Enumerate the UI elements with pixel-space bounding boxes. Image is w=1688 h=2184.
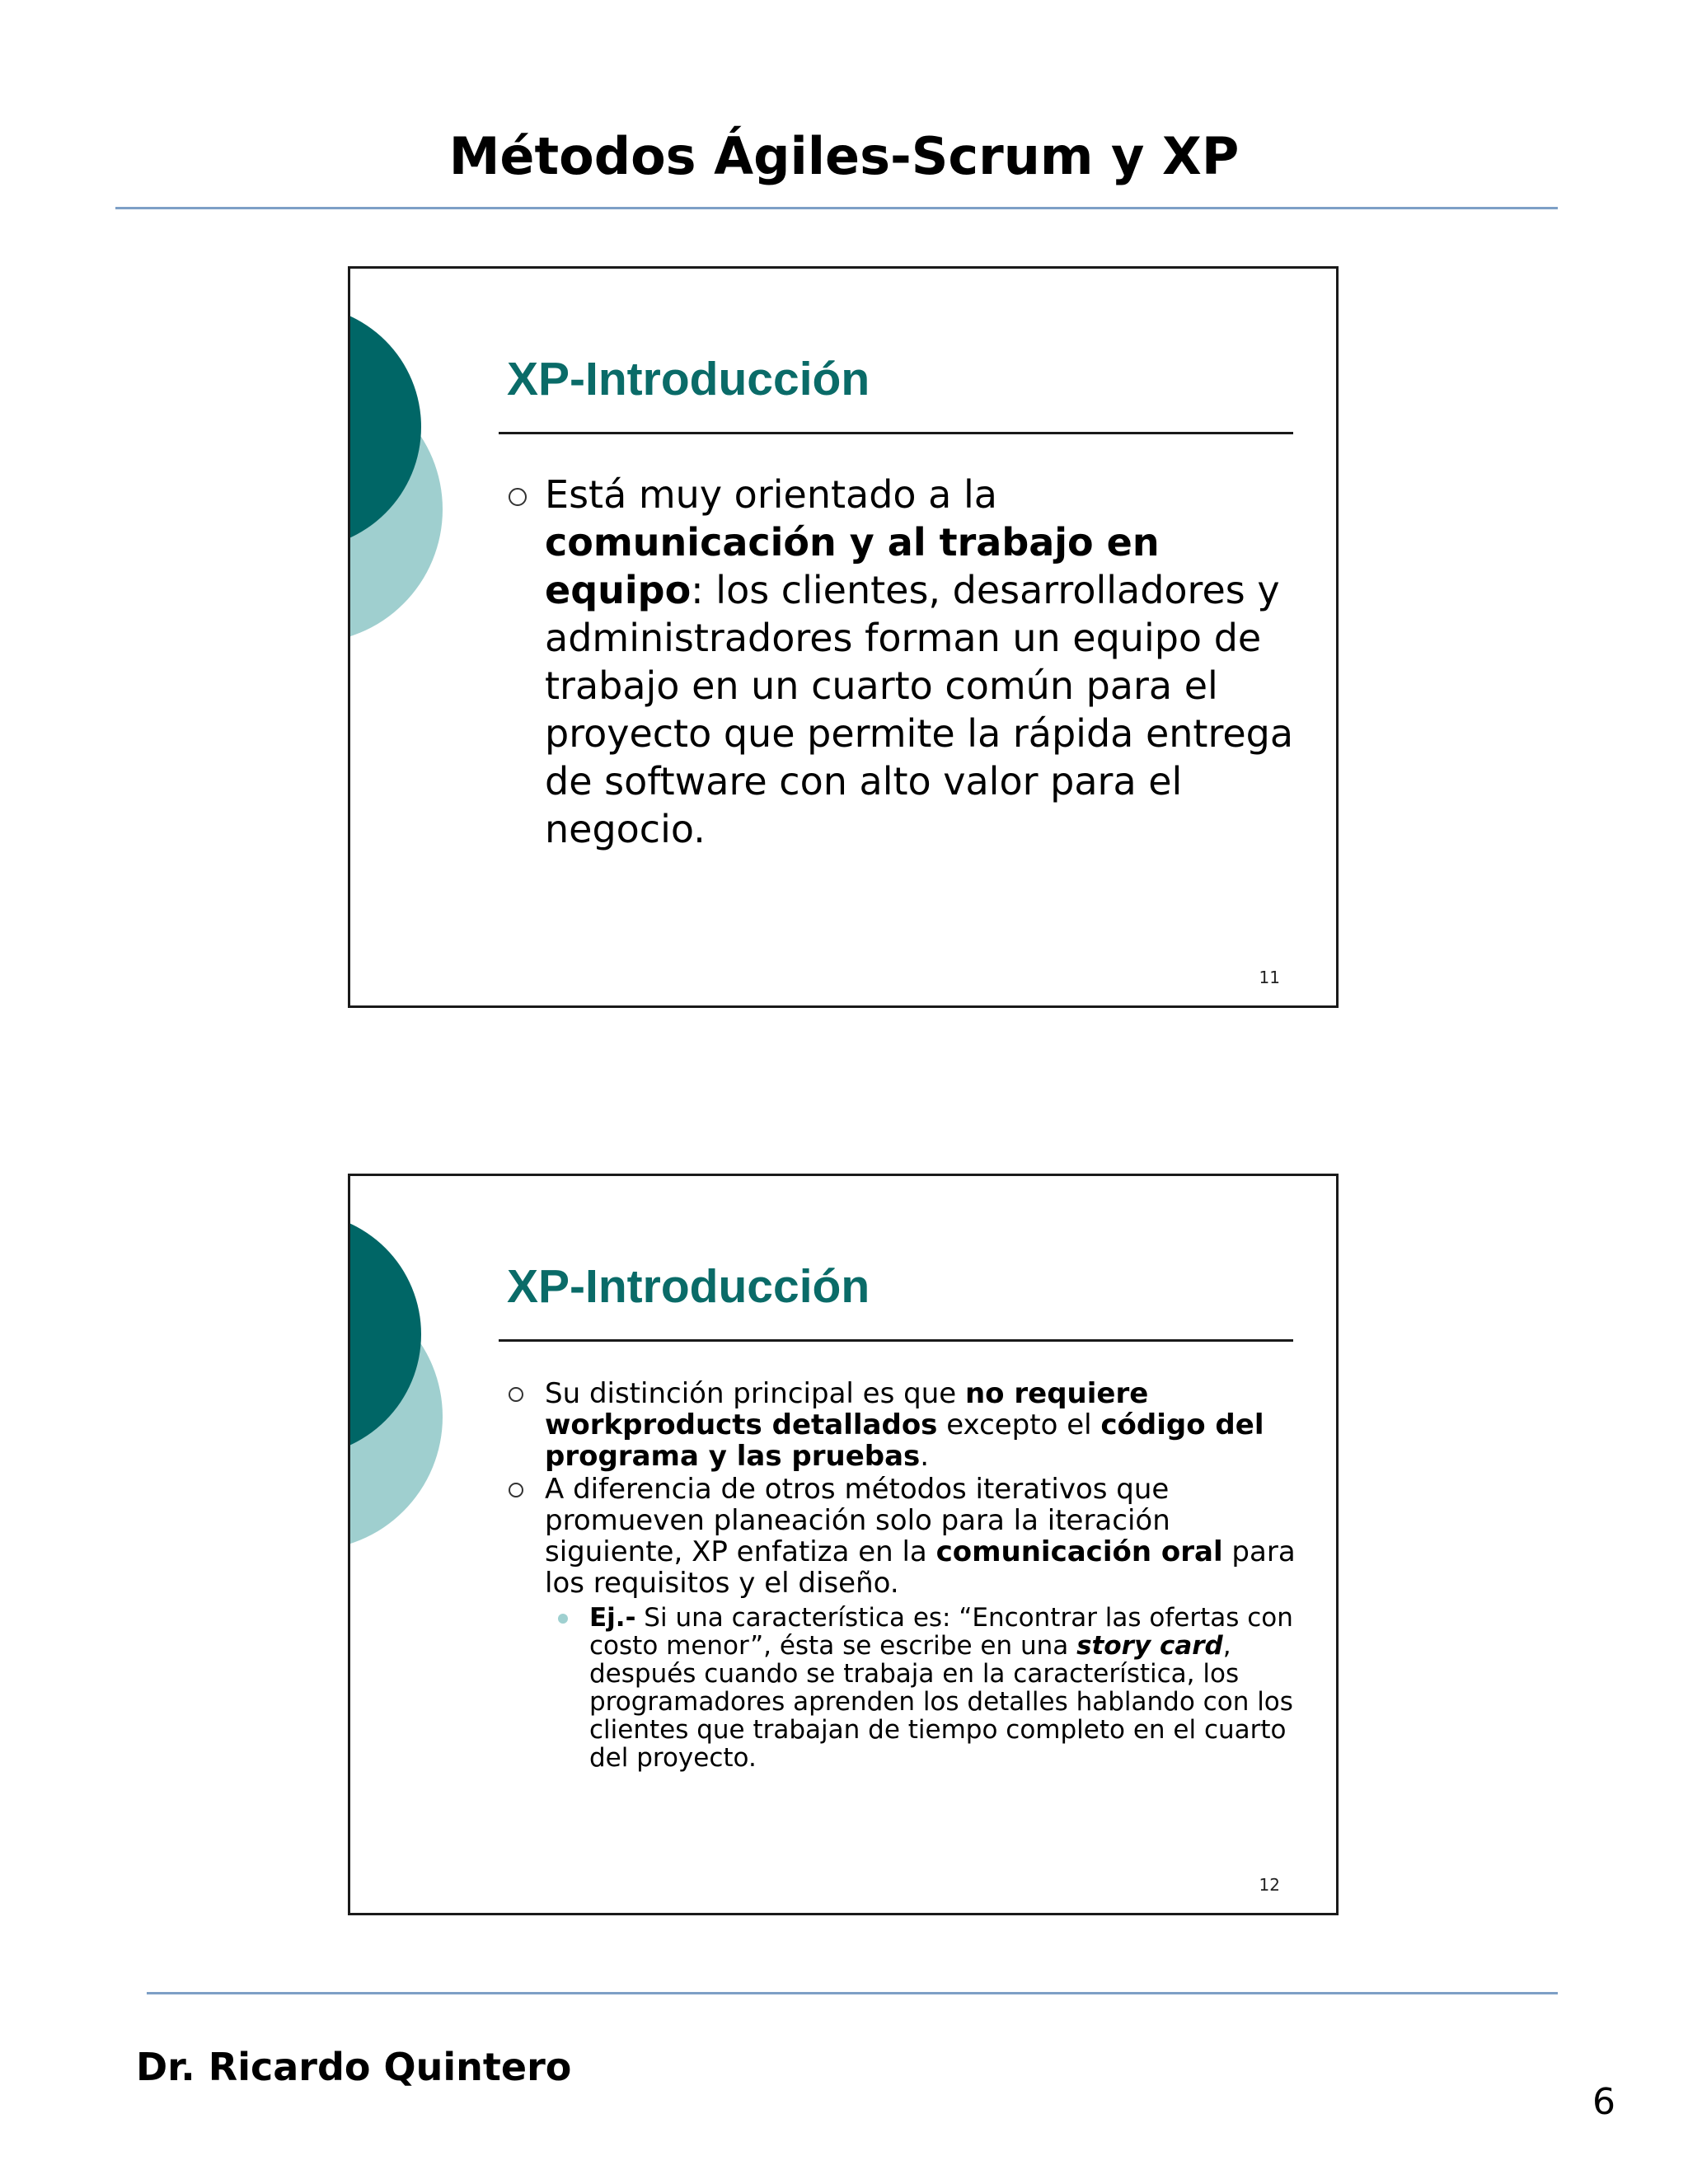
bullet-item: A diferencia de otros métodos iterativos que promueven planeación solo para la iteración siguiente, XP enfatiza en la comunicación oral para los requisitos y el diseño. Ej.- Si una característica es: “Encontrar las ofertas con costo menor”, ésta se escribe en una story card, después cuando se trabaja en la característica, los programadores aprenden los detalles hablando con los clientes que trabajan de tiempo completo en el cuarto del proyecto.: [507, 1474, 1298, 1772]
sub-bullet-list: [545, 1604, 1298, 1772]
slide-decoration: [350, 269, 466, 648]
hollow-circle-bullet-icon: [509, 488, 527, 506]
page-number: 6: [1592, 2081, 1615, 2123]
author-name: Dr. Ricardo Quintero: [136, 2045, 572, 2089]
bullet-list: [507, 471, 1298, 853]
slide-number: 11: [1259, 968, 1280, 987]
sub-bullet-item: Ej.- Si una característica es: “Encontrar las ofertas con costo menor”, ésta se escribe en una story card, después cuando se trabaja en la característica, los programadores aprenden los detalles hablando con los clientes que trabajan de tiempo completo en el cuarto del proyecto.: [545, 1604, 1298, 1772]
dot-bullet-icon: [558, 1614, 568, 1624]
slide-11: [348, 266, 1339, 1008]
hollow-circle-bullet-icon: [509, 1483, 523, 1497]
slide-title-divider: [499, 1339, 1293, 1342]
slide-12: [348, 1174, 1339, 1915]
slide-number: 12: [1259, 1875, 1280, 1895]
hollow-circle-bullet-icon: [509, 1387, 523, 1402]
slide-title: XP-Introducción: [507, 353, 870, 405]
header-divider: [115, 207, 1558, 209]
slide-title: XP-Introducción: [507, 1260, 870, 1313]
bullet-item: Su distinción principal es que no requiere workproducts detallados excepto el código del programa y las pruebas.: [507, 1378, 1298, 1472]
slide-decoration: [350, 1176, 466, 1555]
slide-title-divider: [499, 432, 1293, 434]
footer-divider: [147, 1992, 1558, 1994]
bullet-item: Está muy orientado a la comunicación y al trabajo en equipo: los clientes, desarrolladores y administradores forman un equipo de trabajo en un cuarto común para el proyecto que permite la rápida entrega de software con alto valor para el negocio.: [507, 471, 1298, 853]
page-title: Métodos Ágiles-Scrum y XP: [448, 126, 1240, 186]
bullet-list: [507, 1378, 1298, 1774]
